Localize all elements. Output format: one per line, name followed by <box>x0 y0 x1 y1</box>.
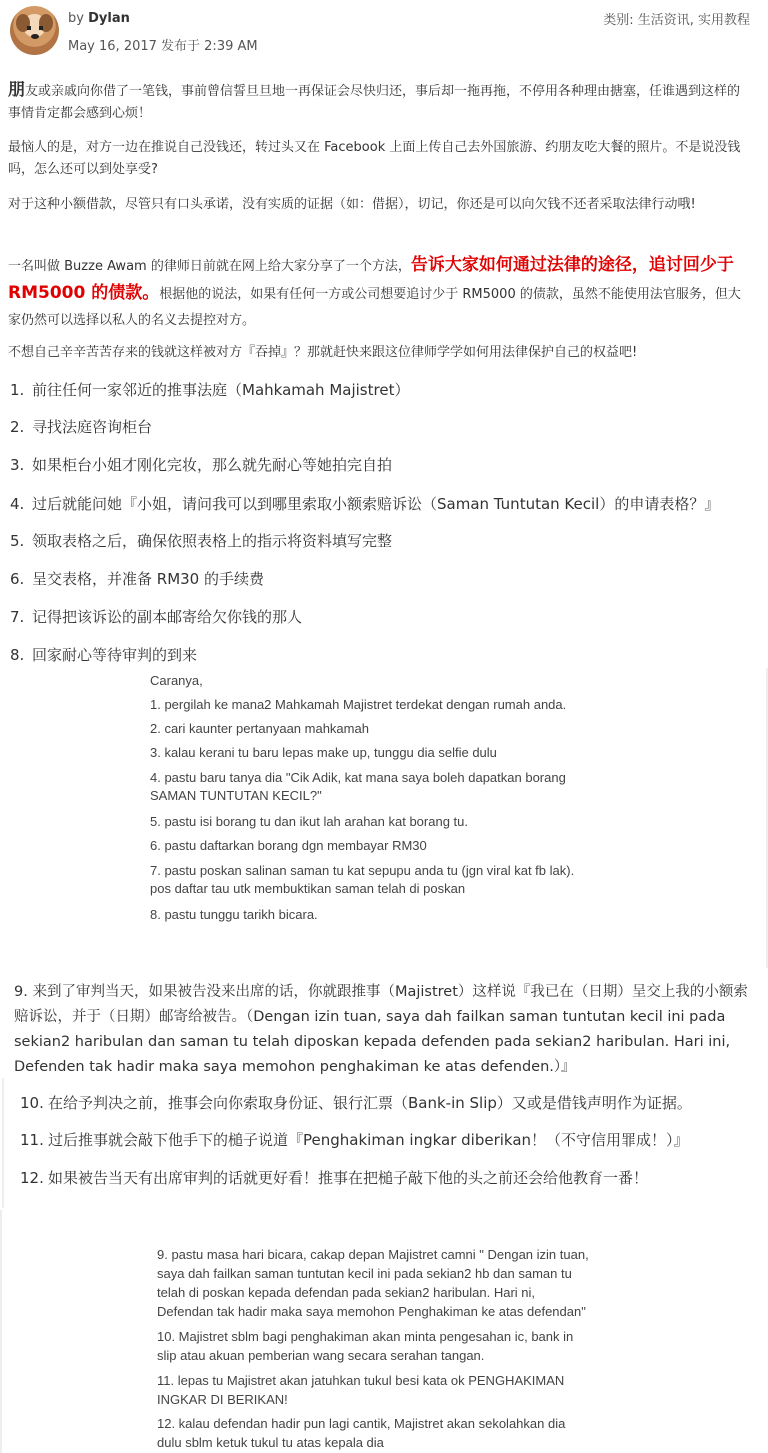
byline-prefix: by <box>68 11 84 26</box>
step-item: 10. 在给予判决之前，推事会向你索取身份证、银行汇票（Bank-in Slip）又或是借钱声明作为证据。 <box>20 1094 692 1112</box>
screenshot-line: INGKAR DI BERIKAN! <box>157 1392 288 1407</box>
highlight-text: 告诉大家如何通过法律的途径，追讨回少于 RM5000 的债款。 <box>8 255 734 303</box>
step-item: 7. 记得把该诉讼的副本邮寄给欠你钱的那人 <box>10 608 303 626</box>
screenshot-line: dulu sblm ketuk tukul tu atas kepala dia <box>157 1435 384 1450</box>
post-date: May 16, 2017 发布于 2:39 AM <box>68 39 258 54</box>
step-item: 4. 过后就能问她『小姐，请问我可以到哪里索取小额索赔诉讼（Saman Tuntutan Kecil）的申请表格？』 <box>10 495 720 513</box>
screenshot-line: 9. pastu masa hari bicara, cakap depan Majistret camni " Dengan izin tuan, <box>157 1247 589 1262</box>
step-item: 2. 寻找法庭咨询柜台 <box>10 418 153 436</box>
step-item: 1. 前往任何一家邻近的推事法庭（Mahkamah Majistret） <box>10 381 410 399</box>
intro-paragraph-4-pre: 一名叫做 Buzze Awam 的律师日前就在网上给大家分享了一个方法， <box>8 259 411 274</box>
intro-paragraph-4-post: 根据他的说法，如果有任何一方或公司想要追讨少于 RM5000 的债款，虽然不能使用法官服务，但大家仍然可以选择以私人的名义去提控对方。 <box>8 287 741 328</box>
screenshot-line: 2. cari kaunter pertanyaan mahkamah <box>150 721 369 736</box>
screenshot-line: slip atau akuan pemberian wang secara serahan tangan. <box>157 1348 485 1363</box>
screenshot-line: pos daftar tau utk membuktikan saman telah di poskan <box>150 881 466 896</box>
screenshot-line: 4. pastu baru tanya dia "Cik Adik, kat mana saya boleh dapatkan borang <box>150 770 566 785</box>
block-edge <box>2 1078 4 1208</box>
post-header <box>0 0 768 70</box>
screenshot-line: 10. Majistret sblm bagi penghakiman akan minta pengesahan ic, bank in <box>157 1329 574 1344</box>
step-item: 6. 呈交表格，并准备 RM30 的手续费 <box>10 570 264 588</box>
screenshot-line: Caranya, <box>150 673 203 688</box>
intro-paragraph-5: 不想自己辛辛苦苦存来的钱就这样被对方『吞掉』？那就赶快来跟这位律师学学如何用法律保护自己的权益吧! <box>8 345 638 360</box>
screenshot-line: Defendan tak hadir maka saya memohon Penghakiman ke atas defendan" <box>157 1304 586 1319</box>
screenshot-line: 6. pastu daftarkan borang dgn membayar RM30 <box>150 838 427 853</box>
drop-cap: 朋 <box>8 80 25 100</box>
avatar-nose <box>31 34 39 39</box>
screenshot-line: telah di poskan kepada defendan pada sekian2 haribulan. Hari ni, <box>157 1285 535 1300</box>
screenshot-line: SAMAN TUNTUTAN KECIL?" <box>150 788 322 803</box>
avatar-eyes <box>27 26 43 30</box>
intro-paragraph-1-text: 友或亲戚向你借了一笔钱，事前曾信誓旦旦地一再保证会尽快归还，事后却一拖再拖，不停用各种理由搪塞，任谁遇到这样的事情肯定都会感到心烦！ <box>8 84 741 121</box>
screenshot-edge <box>0 1210 2 1453</box>
step-item: 5. 领取表格之后，确保依照表格上的指示将资料填写完整 <box>10 532 393 550</box>
intro-paragraph-3: 对于这种小额借款，尽管只有口头承诺，没有实质的证据（如：借据），切记，你还是可以向欠钱不还者采取法律行动哦! <box>8 197 696 212</box>
intro-paragraph-4 <box>8 252 748 334</box>
screenshot-line: 1. pergilah ke mana2 Mahkamah Majistret terdekat dengan rumah anda. <box>150 697 567 712</box>
screenshot-line: 7. pastu poskan salinan saman tu kat sepupu anda tu (jgn viral kat fb lak). <box>150 863 575 878</box>
byline <box>68 11 130 26</box>
step-item: 11. 过后推事就会敲下他手下的槌子说道『Penghakiman ingkar diberikan！（不守信用罪成！）』 <box>20 1131 689 1149</box>
screenshot-line: 5. pastu isi borang tu dan ikut lah arahan kat borang tu. <box>150 814 468 829</box>
intro-paragraph-1 <box>8 79 748 125</box>
author-name-link[interactable]: Dylan <box>88 11 130 26</box>
step-item: 3. 如果柜台小姐才刚化完妆，那么就先耐心等她拍完自拍 <box>10 456 393 474</box>
screenshot-line: 8. pastu tunggu tarikh bicara. <box>150 907 318 922</box>
screenshot-malay-steps-1 <box>0 668 768 968</box>
screenshot-malay-steps-2 <box>0 1210 768 1453</box>
post-categories[interactable]: 类别: 生活资讯, 实用教程 <box>603 13 750 28</box>
step-item: 12. 如果被告当天有出席审判的话就更好看！推事在把槌子敲下他的头之前还会给他教育一番！ <box>20 1169 649 1187</box>
author-avatar[interactable] <box>10 6 59 55</box>
intro-paragraph-2: 最恼人的是，对方一边在推说自己没钱还，转过头又在 Facebook 上面上传自己去外国旅游、约朋友吃大餐的照片。不是说没钱吗，怎么还可以到处享受? <box>8 140 741 177</box>
step-item: 8. 回家耐心等待审判的到来 <box>10 646 198 664</box>
screenshot-line: saya dah failkan saman tuntutan kecil ini pada sekian2 hb dan saman tu <box>157 1266 572 1281</box>
screenshot-line: 11. lepas tu Majistret akan jatuhkan tukul besi kata ok PENGHAKIMAN <box>157 1373 565 1388</box>
step-9-paragraph: 9. 来到了审判当天，如果被告没来出席的话，你就跟推事（Majistret）这样说『我已在（日期）呈交上我的小额索赔诉讼，并于（日期）邮寄给被告。（Dengan izin tuan, saya dah failkan saman tuntutan kecil ini pada sekian2 haribulan dan saman tu telah diposkan kepada defenden pada sekian2 haribulan. Hari ini, Defenden tak hadir maka saya memohon penghakiman ke atas defenden.）』 <box>14 984 748 1075</box>
screenshot-line: 3. kalau kerani tu baru lepas make up, tunggu dia selfie dulu <box>150 745 497 760</box>
screenshot-line: 12. kalau defendan hadir pun lagi cantik, Majistret akan sekolahkan dia <box>157 1416 566 1431</box>
